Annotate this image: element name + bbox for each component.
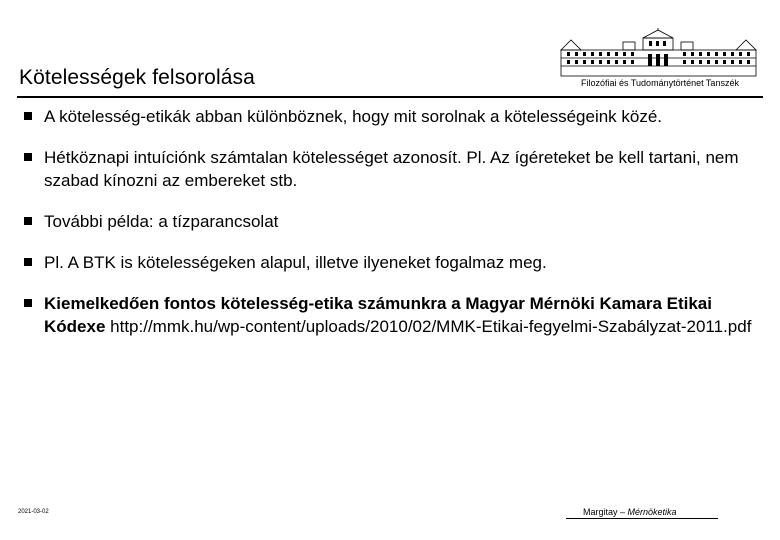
mmk-code-link[interactable]: http://mmk.hu/wp-content/uploads/2010/02/MMK-Etikai-fegyelmi-Szabályzat-2011.pdf — [105, 317, 752, 336]
list-item — [24, 146, 764, 192]
bullet-square-icon — [24, 112, 32, 120]
footer-course: Mérnöketika — [627, 507, 677, 517]
list-item — [24, 210, 764, 233]
bullet-bold-text: Kiemelkedően fontos kötelesség-etika számunkra a Magyar Mérnöki Kamara Etikai Kódexe — [44, 294, 712, 336]
footer-underline — [566, 518, 718, 519]
slide-title: Kötelességek felsorolása — [19, 66, 255, 89]
bullet-square-icon — [24, 153, 32, 161]
bullet-list — [24, 105, 764, 356]
bullet-text: További példa: a tízparancsolat — [44, 212, 279, 231]
bullet-square-icon — [24, 258, 32, 266]
list-item — [24, 251, 764, 274]
list-item — [24, 292, 764, 338]
bullet-text: A kötelesség-etikák abban különböznek, hogy mit sorolnak a kötelességeink közé. — [44, 107, 663, 126]
footer-date: 2021-03-02 — [18, 509, 49, 515]
bullet-text: Hétköznapi intuíciónk számtalan kötelességet azonosít. Pl. Az ígéreteket be kell tartani, nem szabad kínozni az embereket stb. — [44, 148, 739, 190]
department-caption: Filozófiai és Tudománytörténet Tanszék — [581, 78, 739, 88]
bullet-text: Pl. A BTK is kötelességeken alapul, illetve ilyeneket fogalmaz meg. — [44, 253, 547, 272]
bullet-square-icon — [24, 217, 32, 225]
title-divider — [17, 96, 763, 98]
footer-author: Margitay – — [583, 507, 628, 517]
bullet-square-icon — [24, 299, 32, 307]
footer-credit — [583, 507, 677, 517]
list-item — [24, 105, 764, 128]
